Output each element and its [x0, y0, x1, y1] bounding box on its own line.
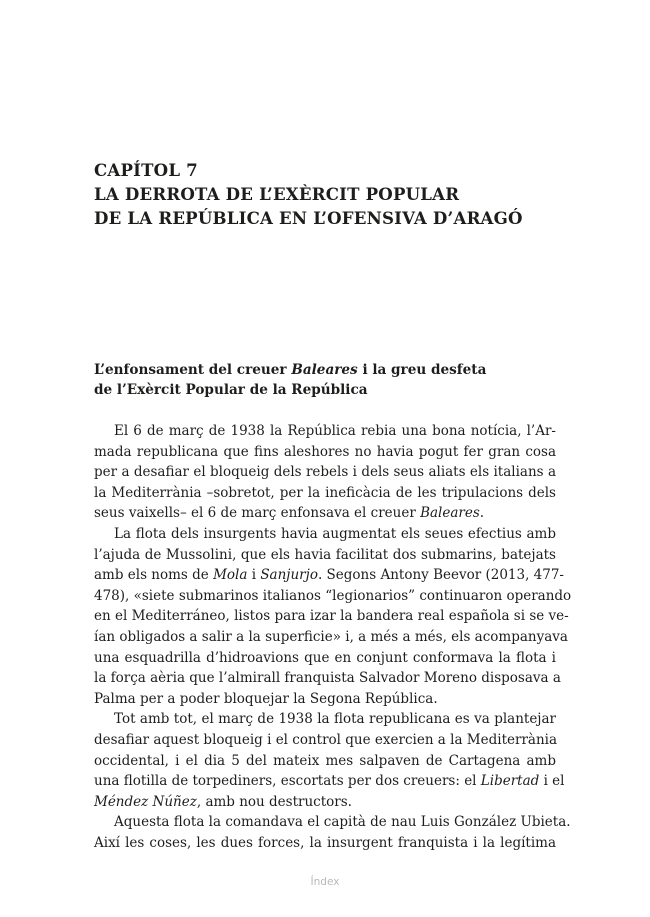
text-line: mada republicana que fins aleshores no havia pogut fer gran cosa — [94, 443, 556, 460]
text-line: 478), «siete submarinos italianos “legionarios” continuaron operando — [94, 587, 572, 604]
text-line: la Mediterrània –sobretot, per la ineficàcia de les tripulacions dels — [94, 484, 556, 501]
italic-term: Mola — [213, 567, 248, 584]
section-title-line-2: de l’Exèrcit Popular de la República — [94, 382, 368, 398]
text-line: occidental, i el dia 5 del mateix mes salpaven de Cartagena amb — [94, 752, 556, 769]
paragraph — [94, 421, 556, 524]
chapter-heading — [94, 158, 574, 230]
body-text — [94, 421, 572, 853]
ship-name-italic: Baleares — [291, 362, 358, 378]
index-link[interactable]: Índex — [310, 876, 340, 888]
paragraph — [94, 709, 565, 812]
text-line: Palma per a poder bloquejar la Segona República. — [94, 690, 438, 707]
text-line: Aquesta flota la comandava el capità de nau Luis González Ubieta. — [114, 814, 571, 831]
paragraph — [94, 812, 571, 853]
text-line: una flotilla de torpediners, escortats per dos creuers: el Libertad i el — [94, 773, 565, 790]
text-line: ían obligados a salir a la superficie» i, a més a més, els acompanyava — [94, 628, 568, 645]
text-line: l’ajuda de Mussolini, que els havia facilitat dos submarins, batejats — [94, 546, 556, 563]
section-title-part-2: i la greu desfeta — [357, 362, 487, 378]
text-line: seus vaixells– el 6 de març enfonsava el creuer Baleares. — [94, 505, 485, 522]
text-line: per a desafiar el bloqueig dels rebels i dels seus aliats els italians a — [94, 464, 556, 481]
text-line: una esquadrilla d’hidroavions que en conjunt conformava la flota i — [94, 649, 556, 666]
italic-term: Sanjurjo — [260, 567, 318, 584]
section-title-line-1 — [94, 360, 564, 380]
chapter-title-line-1: LA DERROTA DE L’EXÈRCIT POPULAR — [94, 184, 460, 204]
text-line: Així les coses, les dues forces, la insurgent franquista i la legítima — [94, 834, 556, 851]
text-line: Tot amb tot, el març de 1938 la flota republicana es va plantejar — [114, 711, 556, 728]
text-line: amb els noms de Mola i Sanjurjo. Segons Antony Beevor (2013, 477- — [94, 567, 564, 584]
chapter-number: CAPÍTOL 7 — [94, 160, 198, 180]
text-line: desafiar aquest bloqueig i el control que exercien a la Mediterrània — [94, 731, 558, 748]
text-line: Méndez Núñez, amb nou destructors. — [94, 793, 352, 810]
italic-term: Libertad — [480, 773, 540, 790]
section-title-part-1: L’enfonsament del creuer — [94, 362, 292, 378]
text-line: en el Mediterráneo, listos para izar la bandera real española si se ve- — [94, 608, 569, 625]
paragraph — [94, 524, 572, 709]
text-line: la força aèria que l’almirall franquista Salvador Moreno disposava a — [94, 670, 561, 687]
section-heading — [94, 360, 564, 400]
chapter-title-line-2: DE LA REPÚBLICA EN L’OFENSIVA D’ARAGÓ — [94, 208, 523, 228]
text-line: La flota dels insurgents havia augmentat els seues efectius amb — [114, 525, 556, 542]
italic-term: Méndez Núñez — [94, 793, 197, 810]
italic-term: Baleares — [420, 505, 480, 522]
text-line: El 6 de març de 1938 la República rebia una bona notícia, l’Ar- — [114, 423, 556, 439]
